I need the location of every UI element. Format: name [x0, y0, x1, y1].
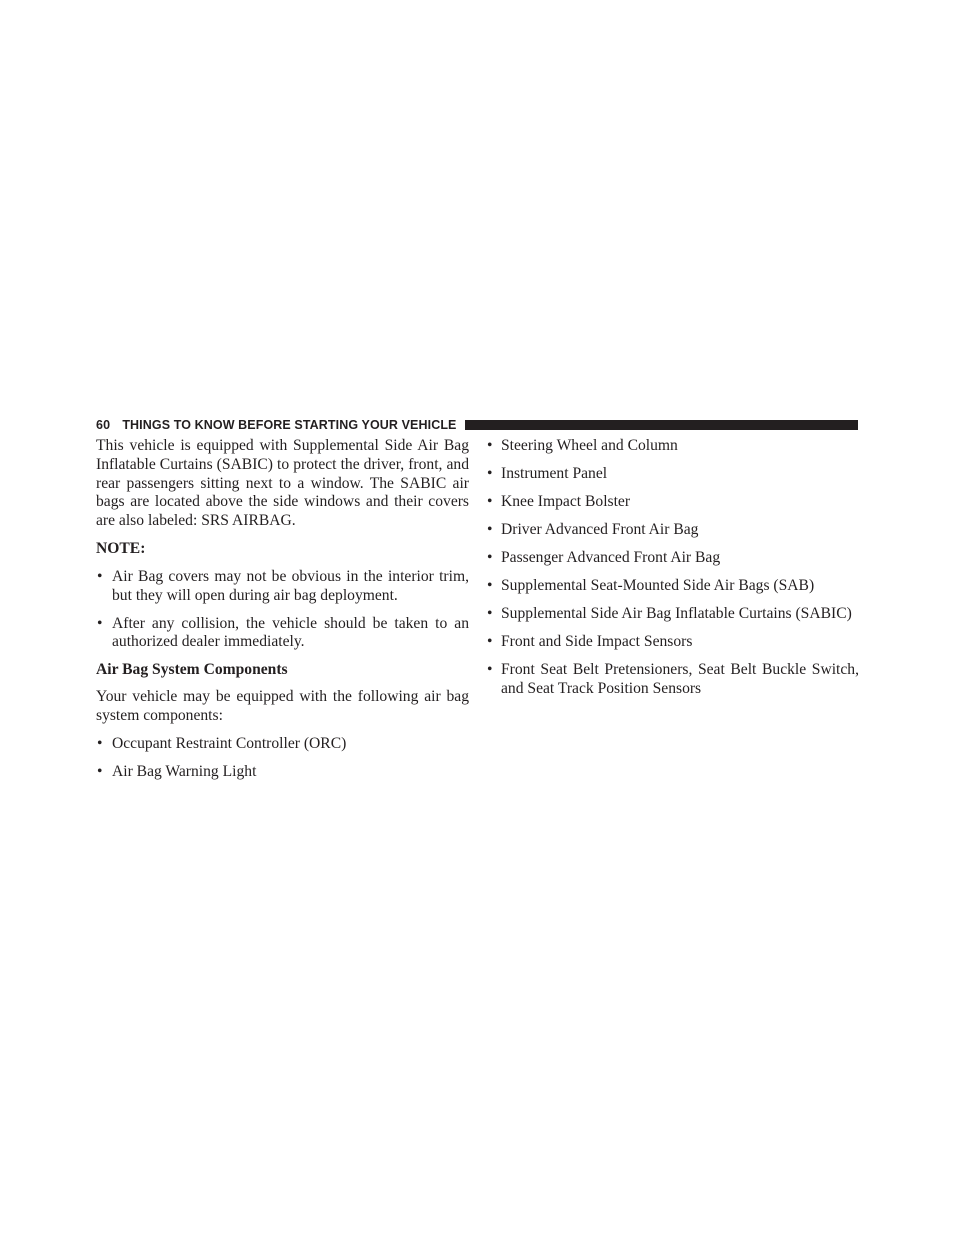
component-item-text: Knee Impact Bolster — [501, 492, 631, 510]
bullet-icon: • — [97, 734, 103, 752]
page-header — [96, 417, 858, 433]
components-list-right — [486, 437, 859, 698]
component-item-text: Instrument Panel — [501, 464, 608, 482]
bullet-icon: • — [97, 762, 103, 780]
component-item — [96, 735, 469, 754]
bullet-icon: • — [487, 632, 493, 650]
component-item-text: Air Bag Warning Light — [112, 762, 257, 780]
note-item — [96, 568, 469, 606]
component-item-text: Supplemental Seat-Mounted Side Air Bags (SAB) — [501, 576, 815, 594]
bullet-icon: • — [97, 614, 103, 632]
bullet-icon: • — [487, 548, 493, 566]
component-item-text: Steering Wheel and Column — [501, 437, 678, 454]
component-item-text: Occupant Restraint Controller (ORC) — [112, 734, 347, 752]
component-item — [486, 661, 859, 699]
page-number: 60 — [96, 418, 111, 432]
note-list — [96, 568, 469, 652]
bullet-icon: • — [487, 492, 493, 510]
right-column — [486, 437, 859, 708]
note-item — [96, 615, 469, 653]
component-item-text: Passenger Advanced Front Air Bag — [501, 548, 721, 566]
note-item-text: Air Bag covers may not be obvious in the interior trim, but they will open during air bag deployment. — [112, 567, 469, 604]
left-column — [96, 437, 469, 791]
section-title: THINGS TO KNOW BEFORE STARTING YOUR VEHICLE — [122, 418, 457, 432]
components-list-left — [96, 735, 469, 782]
component-item-text: Front Seat Belt Pretensioners, Seat Belt Buckle Switch, and Seat Track Position Sensors — [501, 660, 859, 697]
component-item-text: Driver Advanced Front Air Bag — [501, 520, 699, 538]
component-item — [486, 437, 859, 456]
component-item — [486, 521, 859, 540]
component-item-text: Supplemental Side Air Bag Inflatable Curtains (SABIC) — [501, 604, 852, 622]
component-item — [486, 577, 859, 596]
component-item — [486, 633, 859, 652]
bullet-icon: • — [487, 520, 493, 538]
intro-paragraph: This vehicle is equipped with Supplemental Side Air Bag Inflatable Curtains (SABIC) to protect the driver, front, and rear passengers sitting next to a window. The SABIC air bags are located above the side windows and their covers are also labeled: SRS AIRBAG. — [96, 437, 469, 530]
component-item — [486, 493, 859, 512]
bullet-icon: • — [487, 604, 493, 622]
component-item — [486, 465, 859, 484]
header-rule-bar — [465, 420, 859, 430]
bullet-icon: • — [97, 567, 103, 585]
component-item-text: Front and Side Impact Sensors — [501, 632, 693, 650]
note-item-text: After any collision, the vehicle should be taken to an authorized dealer immediately. — [112, 614, 469, 651]
bullet-icon: • — [487, 660, 493, 678]
component-item — [486, 549, 859, 568]
components-heading: Air Bag System Components — [96, 661, 288, 679]
bullet-icon: • — [487, 576, 493, 594]
component-item — [486, 605, 859, 624]
note-label: NOTE: — [96, 539, 146, 557]
component-item — [96, 763, 469, 782]
bullet-icon: • — [487, 464, 493, 482]
bullet-icon: • — [487, 437, 493, 454]
components-intro: Your vehicle may be equipped with the following air bag system components: — [96, 688, 469, 724]
